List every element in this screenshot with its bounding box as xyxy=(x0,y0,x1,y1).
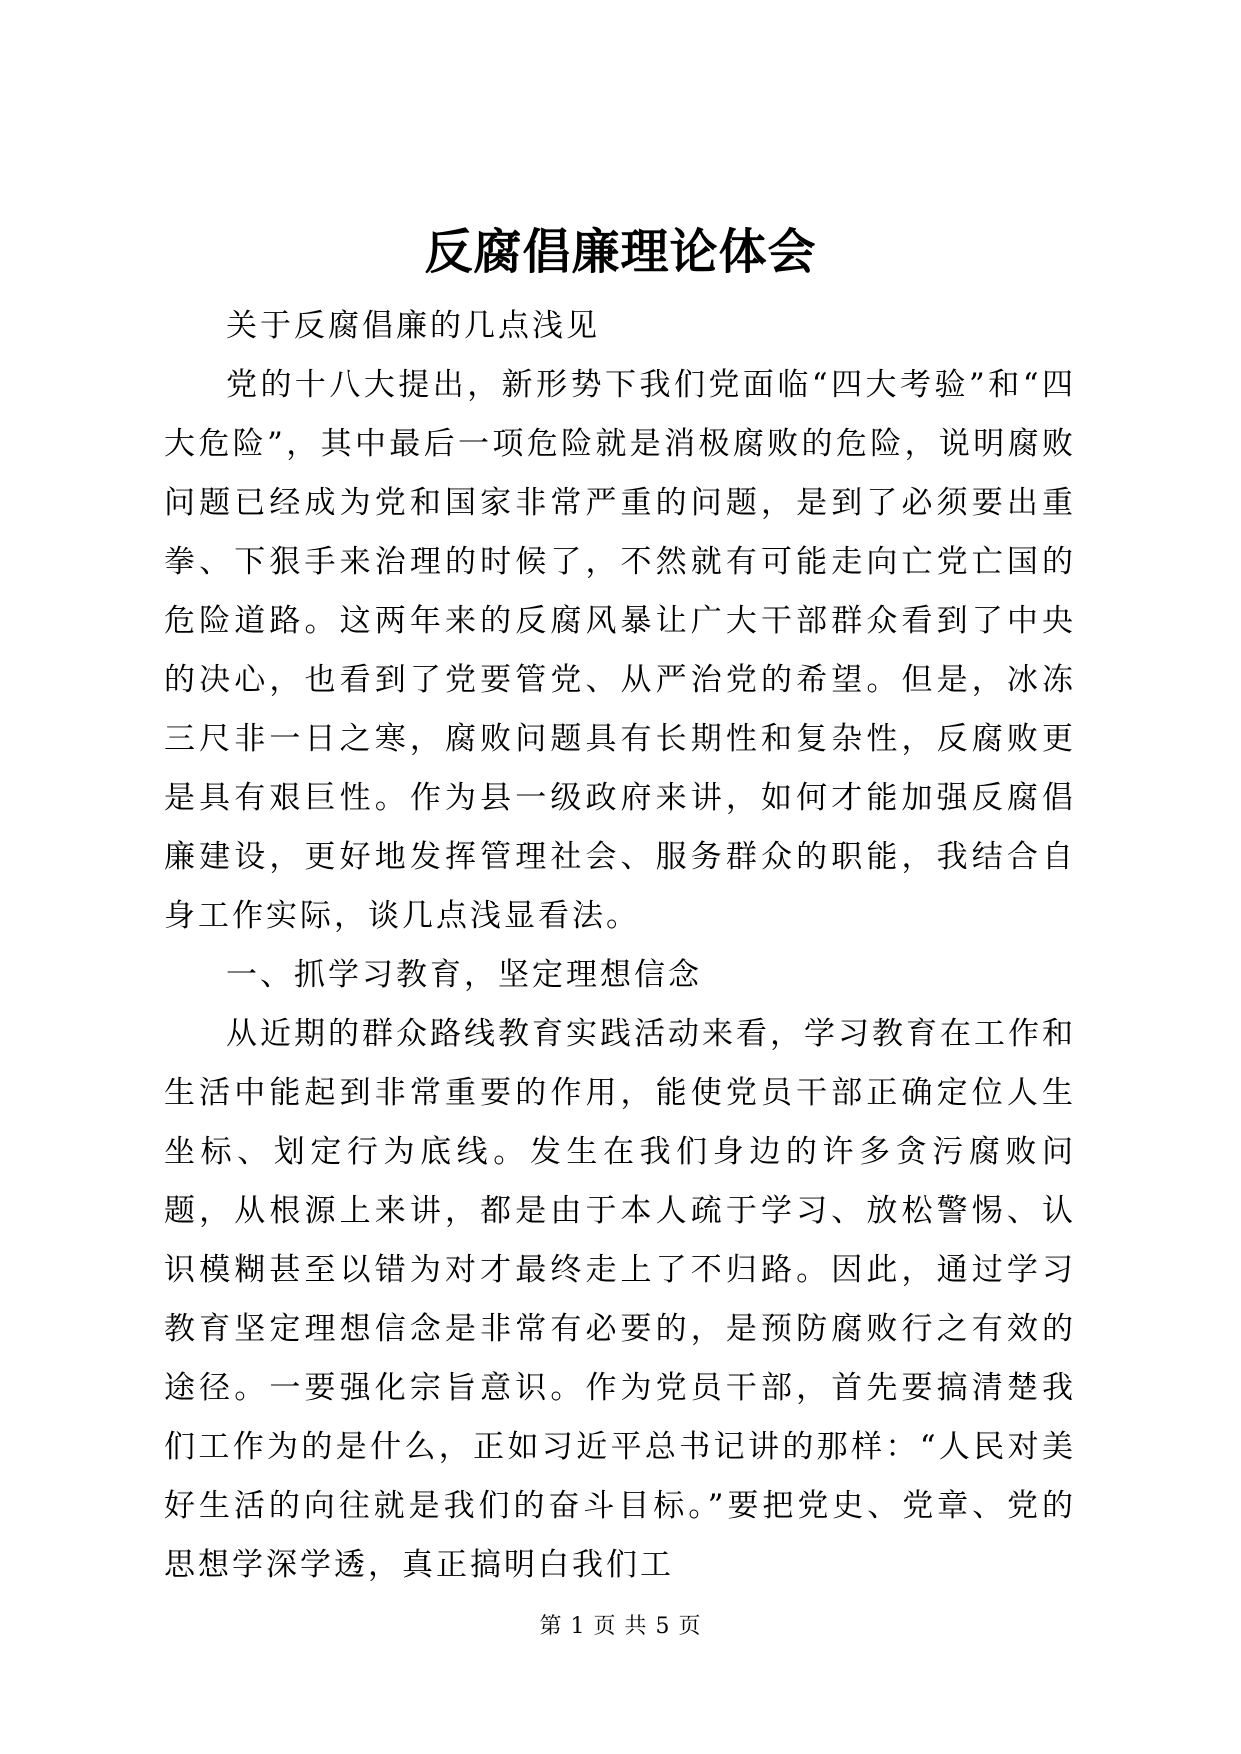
document-title: 反腐倡廉理论体会 xyxy=(424,224,817,280)
body-paragraph: 党的十八大提出，新形势下我们党面临“四大考验”和“四大危险”，其中最后一项危险就是消极腐败的危险，说明腐败问题已经成为党和国家非常严重的问题，是到了必须要出重拳、下狠手来治理的时候了，不然就有可能走向亡党亡国的危险道路。这两年来的反腐风暴让广大干部群众看到了中央的决心，也看到了党要管党、从严治党的希望。但是，冰冻三尺非一日之寒，腐败问题具有长期性和复杂性，反腐败更是具有艰巨性。作为县一级政府来讲，如何才能加强反腐倡廉建设，更好地发挥管理社会、服务群众的职能，我结合自身工作实际，谈几点浅显看法。 xyxy=(164,367,1076,934)
document-body xyxy=(164,297,1076,1595)
section-heading: 一、抓学习教育，坚定理想信念 xyxy=(226,957,702,993)
body-paragraph: 从近期的群众路线教育实践活动来看，学习教育在工作和生活中能起到非常重要的作用，能使党员干部正确定位人生坐标、划定行为底线。发生在我们身边的许多贪污腐败问题，从根源上来讲，都是由于本人疏于学习、放松警惕、认识模糊甚至以错为对才最终走上了不归路。因此，通过学习教育坚定理想信念是非常有必要的，是预防腐败行之有效的途径。一要强化宗旨意识。作为党员干部，首先要搞清楚我们工作为的是什么，正如习近平总书记讲的那样：“人民对美好生活的向往就是我们的奋斗目标。”要把党史、党章、党的思想学深学透，真正搞明白我们工 xyxy=(164,1016,1076,1583)
subtitle-paragraph: 关于反腐倡廉的几点浅见 xyxy=(226,308,600,344)
page-footer: 第 1 页 共 5 页 xyxy=(539,1614,702,1639)
